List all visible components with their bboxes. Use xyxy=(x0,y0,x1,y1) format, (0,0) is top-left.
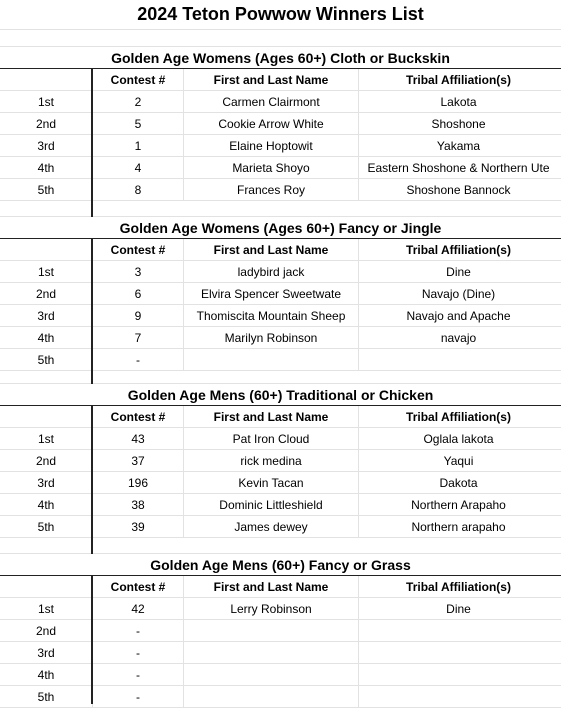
contest-number-cell: - xyxy=(92,686,183,707)
place-cell: 3rd xyxy=(37,645,55,660)
tribe-cell xyxy=(358,349,558,370)
section-title: Golden Age Mens (60+) Fancy or Grass xyxy=(150,556,411,573)
table-row xyxy=(0,349,561,371)
column-header-row xyxy=(0,406,561,428)
tribe-cell: Eastern Shoshone & Northern Ute xyxy=(358,157,558,178)
tribe-cell: navajo xyxy=(358,327,558,348)
table-row xyxy=(0,261,561,283)
name-cell: Frances Roy xyxy=(183,179,358,200)
header-tribal-affiliation: Tribal Affiliation(s) xyxy=(358,239,558,260)
contest-number-cell: 37 xyxy=(92,450,183,471)
contest-number-cell: 6 xyxy=(92,283,183,304)
column-header-row xyxy=(0,576,561,598)
place-cell: 5th xyxy=(37,182,55,197)
name-cell: Thomiscita Mountain Sheep xyxy=(183,305,358,326)
table-row xyxy=(0,179,561,201)
name-cell: Elaine Hoptowit xyxy=(183,135,358,156)
tribe-cell: Yaqui xyxy=(358,450,558,471)
name-cell: James dewey xyxy=(183,516,358,537)
contest-number-cell: 38 xyxy=(92,494,183,515)
table-row xyxy=(0,113,561,135)
name-cell: Elvira Spencer Sweetwate xyxy=(183,283,358,304)
place-cell: 1st xyxy=(37,94,54,109)
tribe-cell: Dine xyxy=(358,598,558,619)
place-cell: 2nd xyxy=(35,453,57,468)
place-cell: 5th xyxy=(37,352,55,367)
table-row xyxy=(0,327,561,349)
contest-number-cell: 196 xyxy=(92,472,183,493)
place-cell: 1st xyxy=(37,601,54,616)
spacer-row xyxy=(0,30,561,47)
page-title: 2024 Teton Powwow Winners List xyxy=(0,0,561,30)
tribe-cell xyxy=(358,664,558,685)
contest-number-cell: 42 xyxy=(92,598,183,619)
contest-number-cell: 5 xyxy=(92,113,183,134)
contest-number-cell: - xyxy=(92,664,183,685)
column-divider xyxy=(91,239,93,384)
place-cell: 5th xyxy=(37,519,55,534)
header-contest-number: Contest # xyxy=(92,239,183,260)
header-contest-number: Contest # xyxy=(92,406,183,427)
name-cell: Cookie Arrow White xyxy=(183,113,358,134)
place-cell: 3rd xyxy=(37,308,55,323)
header-contest-number: Contest # xyxy=(92,576,183,597)
contest-number-cell: - xyxy=(92,349,183,370)
tribe-cell xyxy=(358,620,558,641)
tribe-cell: Oglala lakota xyxy=(358,428,558,449)
name-cell: ladybird jack xyxy=(183,261,358,282)
place-cell: 1st xyxy=(37,264,54,279)
table-row xyxy=(0,472,561,494)
contest-number-cell: 7 xyxy=(92,327,183,348)
column-divider xyxy=(91,406,93,554)
table-row xyxy=(0,642,561,664)
tribe-cell: Navajo (Dine) xyxy=(358,283,558,304)
name-cell: rick medina xyxy=(183,450,358,471)
header-contest-number: Contest # xyxy=(92,69,183,90)
tribe-cell: Shoshone xyxy=(358,113,558,134)
section-title: Golden Age Womens (Ages 60+) Cloth or Buckskin xyxy=(111,49,450,66)
place-cell: 2nd xyxy=(35,623,57,638)
tribe-cell: Lakota xyxy=(358,91,558,112)
tribe-cell: Dine xyxy=(358,261,558,282)
header-tribal-affiliation: Tribal Affiliation(s) xyxy=(358,406,558,427)
place-cell: 4th xyxy=(37,330,55,345)
table-row xyxy=(0,494,561,516)
column-header-row xyxy=(0,69,561,91)
table-row xyxy=(0,283,561,305)
tribe-cell: Northern arapaho xyxy=(358,516,558,537)
spacer-row xyxy=(0,371,561,384)
name-cell: Pat Iron Cloud xyxy=(183,428,358,449)
section-title: Golden Age Womens (Ages 60+) Fancy or Jingle xyxy=(119,219,442,236)
spacer-row xyxy=(0,538,561,554)
name-cell: Carmen Clairmont xyxy=(183,91,358,112)
contest-number-cell: - xyxy=(92,642,183,663)
section-title: Golden Age Mens (60+) Traditional or Chicken xyxy=(127,386,434,403)
place-cell: 4th xyxy=(37,160,55,175)
header-name: First and Last Name xyxy=(183,406,358,427)
name-cell xyxy=(183,620,358,641)
table-row xyxy=(0,598,561,620)
contest-number-cell: 2 xyxy=(92,91,183,112)
table-row xyxy=(0,664,561,686)
section-title-row xyxy=(0,384,561,406)
contest-number-cell: 4 xyxy=(92,157,183,178)
tribe-cell: Navajo and Apache xyxy=(358,305,558,326)
contest-number-cell: 8 xyxy=(92,179,183,200)
name-cell: Kevin Tacan xyxy=(183,472,358,493)
place-cell: 3rd xyxy=(37,475,55,490)
name-cell: Marieta Shoyo xyxy=(183,157,358,178)
name-cell: Dominic Littleshield xyxy=(183,494,358,515)
table-row xyxy=(0,135,561,157)
contest-number-cell: 1 xyxy=(92,135,183,156)
place-cell: 1st xyxy=(37,431,54,446)
section-title-row xyxy=(0,217,561,239)
place-cell: 4th xyxy=(37,497,55,512)
header-tribal-affiliation: Tribal Affiliation(s) xyxy=(358,576,558,597)
name-cell xyxy=(183,664,358,685)
table-row xyxy=(0,686,561,708)
column-divider xyxy=(91,69,93,217)
place-cell: 4th xyxy=(37,667,55,682)
section-title-row xyxy=(0,47,561,69)
table-row xyxy=(0,91,561,113)
name-cell xyxy=(183,642,358,663)
column-header-row xyxy=(0,239,561,261)
name-cell: Lerry Robinson xyxy=(183,598,358,619)
tribe-cell: Shoshone Bannock xyxy=(358,179,558,200)
contest-number-cell: - xyxy=(92,620,183,641)
tribe-cell xyxy=(358,642,558,663)
table-row xyxy=(0,305,561,327)
place-cell: 3rd xyxy=(37,138,55,153)
spacer-row xyxy=(0,201,561,217)
header-name: First and Last Name xyxy=(183,576,358,597)
tribe-cell: Dakota xyxy=(358,472,558,493)
tribe-cell: Yakama xyxy=(358,135,558,156)
table-row xyxy=(0,620,561,642)
table-row xyxy=(0,450,561,472)
header-name: First and Last Name xyxy=(183,69,358,90)
place-cell: 5th xyxy=(37,689,55,704)
table-row xyxy=(0,428,561,450)
header-tribal-affiliation: Tribal Affiliation(s) xyxy=(358,69,558,90)
name-cell xyxy=(183,349,358,370)
place-cell: 2nd xyxy=(35,286,57,301)
section-title-row xyxy=(0,554,561,576)
contest-number-cell: 9 xyxy=(92,305,183,326)
contest-number-cell: 43 xyxy=(92,428,183,449)
tribe-cell: Northern Arapaho xyxy=(358,494,558,515)
place-cell: 2nd xyxy=(35,116,57,131)
header-name: First and Last Name xyxy=(183,239,358,260)
name-cell: Marilyn Robinson xyxy=(183,327,358,348)
contest-number-cell: 3 xyxy=(92,261,183,282)
column-divider xyxy=(91,576,93,704)
table-row xyxy=(0,157,561,179)
contest-number-cell: 39 xyxy=(92,516,183,537)
table-row xyxy=(0,516,561,538)
